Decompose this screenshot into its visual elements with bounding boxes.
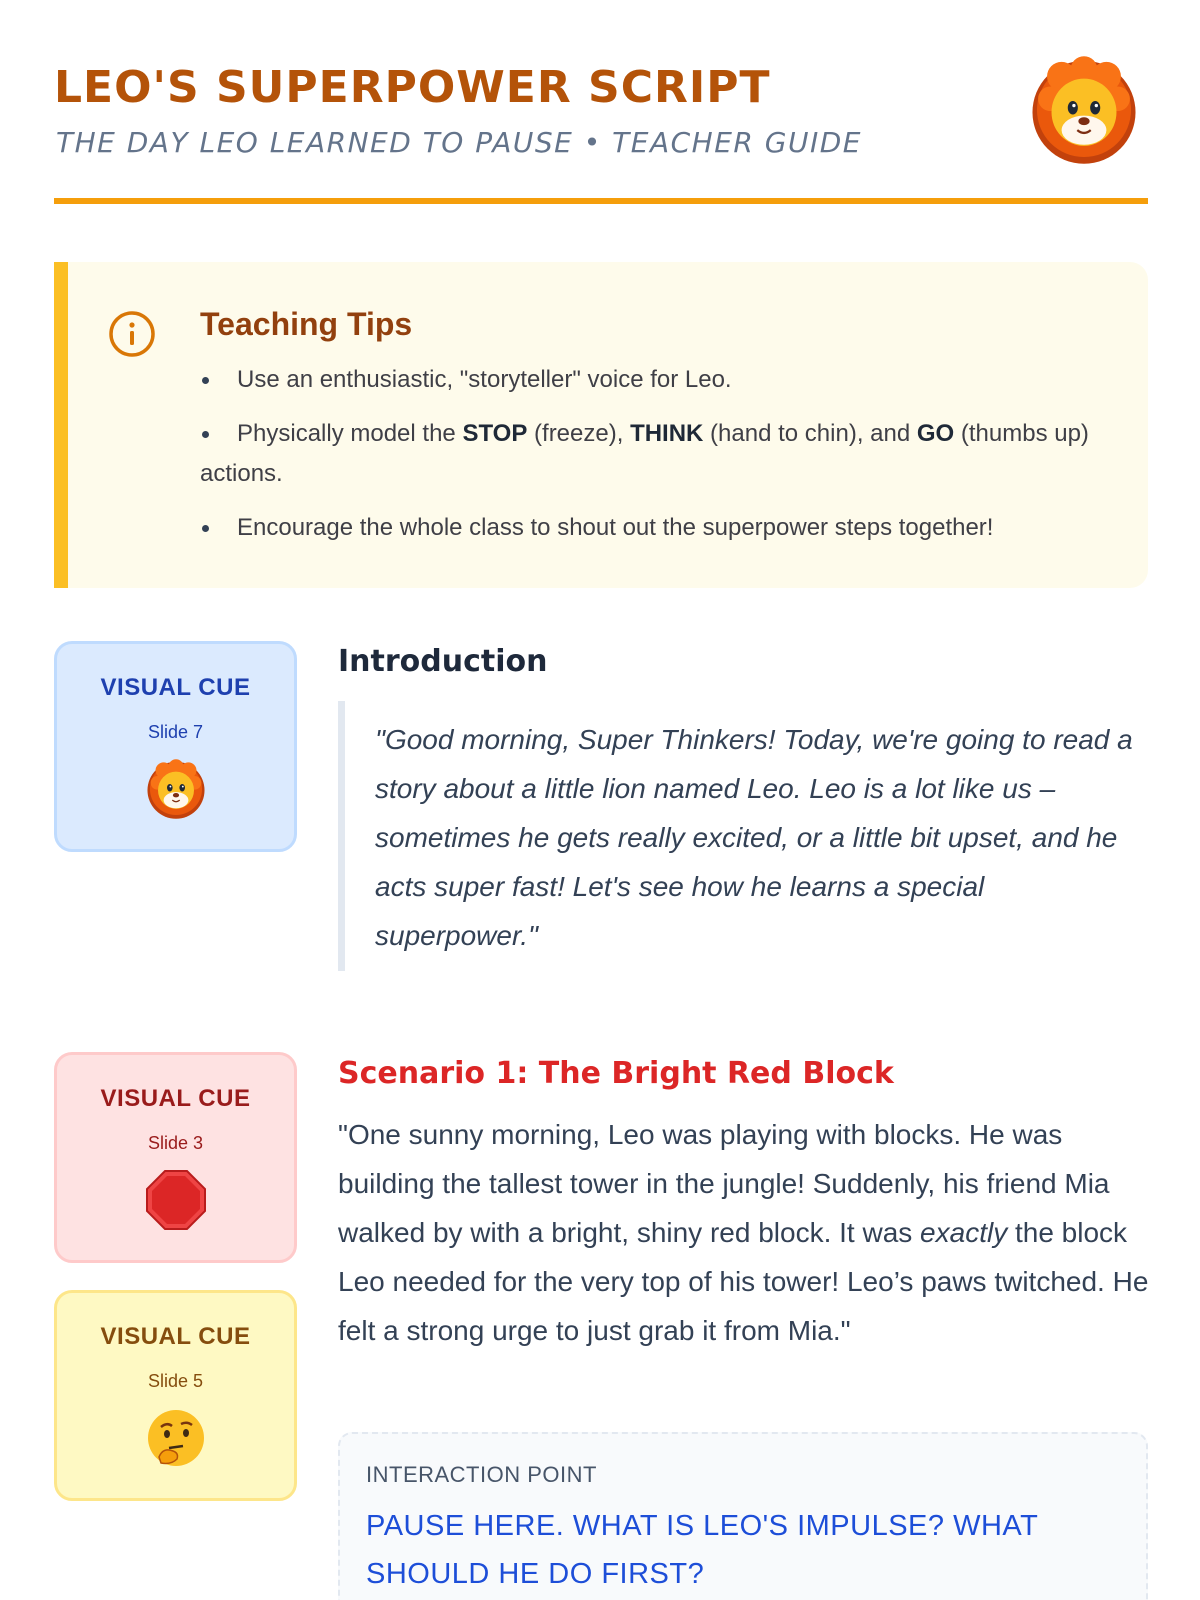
tip-text: (thumbs up) actions. [200, 420, 1089, 487]
list-item [200, 414, 1130, 494]
visual-cue-label: VISUAL CUE [100, 674, 251, 701]
scenario-text-part: the block Leo needed for the very top of his tower! Leo’s paws twitched. He felt a strong urge to just grab it from Mia." [338, 1217, 1149, 1346]
bullet [202, 525, 209, 532]
lion-face-icon [1028, 54, 1140, 166]
lion-face-icon [145, 758, 207, 820]
stop-sign-icon [145, 1169, 207, 1231]
visual-cue-slide: Slide 7 [147, 722, 204, 742]
interaction-question: PAUSE HERE. WHAT IS LEO'S IMPULSE? WHAT SHOULD HE DO FIRST? [366, 1510, 1038, 1590]
think-keyword: THINK [630, 420, 704, 447]
page-header [54, 50, 1148, 206]
tips-list [200, 360, 1130, 562]
thinking-face-icon [145, 1407, 207, 1469]
list-item [200, 508, 1130, 548]
bullet [202, 377, 209, 384]
visual-cue-slide: Slide 5 [147, 1371, 204, 1391]
list-item [200, 360, 1130, 400]
introduction-heading: Introduction [338, 644, 548, 679]
interaction-label: INTERACTION POINT [366, 1462, 597, 1487]
tip-text: Use an enthusiastic, "storyteller" voice for Leo. [237, 366, 732, 393]
tip-text: Encourage the whole class to shout out the superpower steps together! [237, 514, 994, 541]
header-divider [54, 198, 1148, 204]
scenario-heading: Scenario 1: The Bright Red Block [338, 1056, 894, 1091]
visual-cue-card [54, 1290, 297, 1501]
visual-cue-label: VISUAL CUE [100, 1323, 251, 1350]
visual-cue-slide: Slide 3 [147, 1133, 204, 1153]
scenario-text [338, 1110, 1150, 1355]
page-subtitle: THE DAY LEO LEARNED TO PAUSE • TEACHER GUIDE [56, 126, 862, 159]
interaction-point-box [338, 1432, 1148, 1600]
visual-cue-card [54, 1052, 297, 1263]
tip-text: (freeze), [527, 420, 631, 447]
go-keyword: GO [916, 420, 955, 447]
scenario-text-part: "One sunny morning, Leo was playing with blocks. He was building the tallest tower in the jungle! Suddenly, his friend Mia walked by with a bright, shiny red block. It was [338, 1119, 1110, 1248]
page-title: LEO'S SUPERPOWER SCRIPT [54, 62, 771, 113]
teaching-tips-panel [54, 262, 1148, 588]
visual-cue-card [54, 641, 297, 852]
scenario-emphasis: exactly [920, 1217, 1008, 1248]
bullet [202, 431, 209, 438]
info-icon [108, 310, 156, 358]
introduction-quote: "Good morning, Super Thinkers! Today, we're going to read a story about a little lion named Leo. Leo is a lot like us – sometimes he gets really excited, or a little bit upset, and he acts super fast! Let's see how he learns a special superpower." [338, 701, 1148, 971]
tip-text: (hand to chin), and [703, 420, 917, 447]
tips-title: Teaching Tips [200, 306, 413, 342]
visual-cue-label: VISUAL CUE [100, 1085, 251, 1112]
stop-keyword: STOP [462, 420, 528, 447]
tip-text: Physically model the [237, 420, 463, 447]
